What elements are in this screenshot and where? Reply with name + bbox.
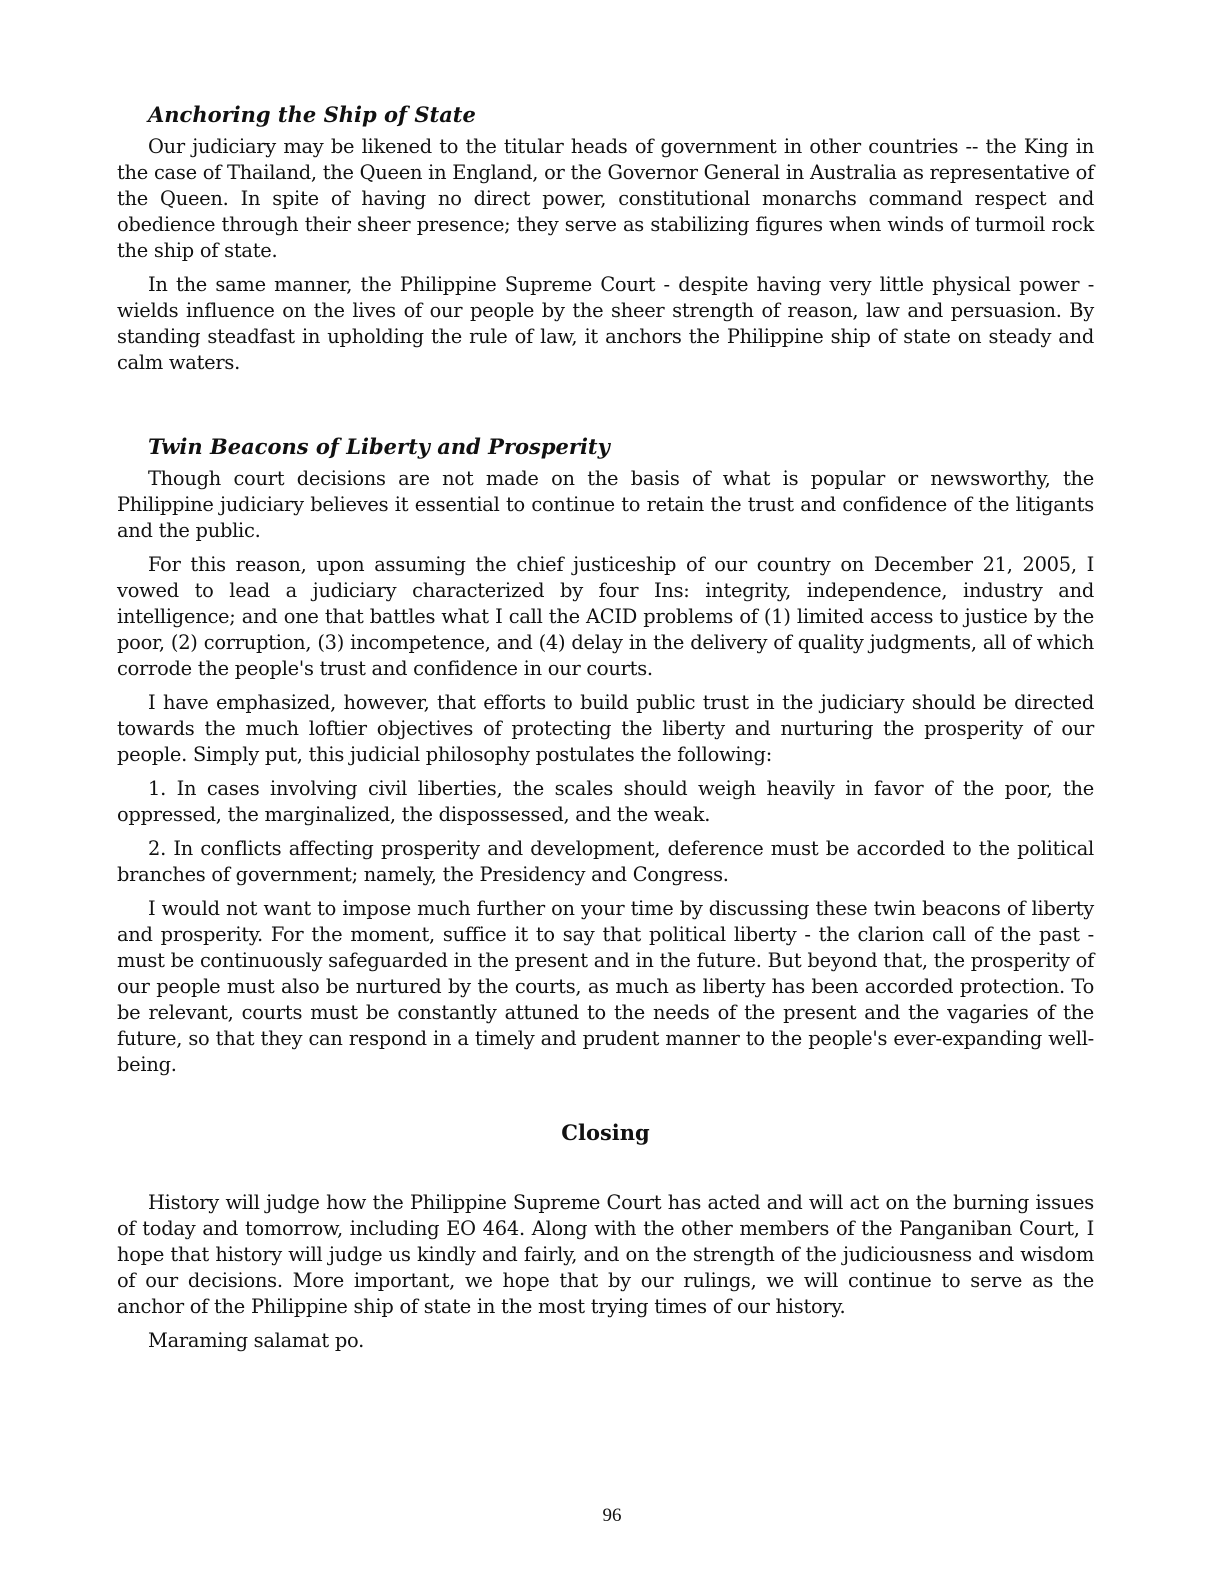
paragraph: I would not want to impose much further on your time by discussing these twin beacons of liberty and prosperity. For the moment, suffice it to say that political liberty - the clarion call of the past - must be continuously safeguarded in the present and in the future. But beyond that, the prosperity of our people must also be nurtured by the courts, as much as liberty has been accorded protection. To be relevant, courts must be constantly attuned to the needs of the present and the vagaries of the future, so that they can respond in a timely and prudent manner to the people's ever-expanding well-being.: [117, 897, 1094, 1076]
paragraph: Our judiciary may be likened to the titular heads of government in other countries -- the King in the case of Thailand, the Queen in England, or the Governor General in Australia as representative of the Queen. In spite of having no direct power, constitutional monarchs command respect and obedience through their sheer presence; they serve as stabilizing figures when winds of turmoil rock the ship of state.: [117, 135, 1094, 262]
paragraph: I have emphasized, however, that efforts to build public trust in the judiciary should be directed towards the much loftier objectives of protecting the liberty and nurturing the prosperity of our people. Simply put, this judicial philosophy postulates the following:: [117, 691, 1094, 766]
paragraph: In the same manner, the Philippine Supreme Court - despite having very little physical power - wields influence on the lives of our people by the sheer strength of reason, law and persuasion. By standing steadfast in upholding the rule of law, it anchors the Philippine ship of state on steady and calm waters.: [117, 273, 1094, 374]
section-spacer: [117, 384, 1094, 432]
section-spacer: [117, 1148, 1094, 1190]
section-spacer: [117, 1086, 1094, 1118]
paragraph: For this reason, upon assuming the chief justiceship of our country on December 21, 2005, I vowed to lead a judiciary characterized by four Ins: integrity, independence, industry and intelligence; and one that battles what I call the ACID problems of (1) limited access to justice by the poor, (2) corruption, (3) incompetence, and (4) delay in the delivery of quality judgments, all of which corrode the people's trust and confidence in our courts.: [117, 553, 1094, 680]
section-heading-anchoring: Anchoring the Ship of State: [148, 102, 476, 127]
section-heading-closing: Closing: [561, 1120, 650, 1145]
section-heading-twin-beacons: Twin Beacons of Liberty and Prosperity: [148, 434, 610, 459]
numbered-point: 1. In cases involving civil liberties, the scales should weigh heavily in favor of the poor, the oppressed, the marginalized, the dispossessed, and the weak.: [117, 777, 1094, 826]
closing-line: Maraming salamat po.: [148, 1329, 364, 1352]
paragraph: Though court decisions are not made on the basis of what is popular or newsworthy, the Philippine judiciary believes it essential to continue to retain the trust and confidence of the litigants and the public.: [117, 467, 1094, 542]
paragraph: History will judge how the Philippine Supreme Court has acted and will act on the burning issues of today and tomorrow, including EO 464. Along with the other members of the Panganiban Court, I hope that history will judge us kindly and fairly, and on the strength of the judiciousness and wisdom of our decisions. More important, we hope that by our rulings, we will continue to serve as the anchor of the Philippine ship of state in the most trying times of our history.: [117, 1191, 1094, 1318]
page-number: 96: [602, 1505, 622, 1526]
numbered-point: 2. In conflicts affecting prosperity and development, deference must be accorded to the political branches of government; namely, the Presidency and Congress.: [117, 837, 1094, 886]
document-page: [117, 100, 1094, 1362]
